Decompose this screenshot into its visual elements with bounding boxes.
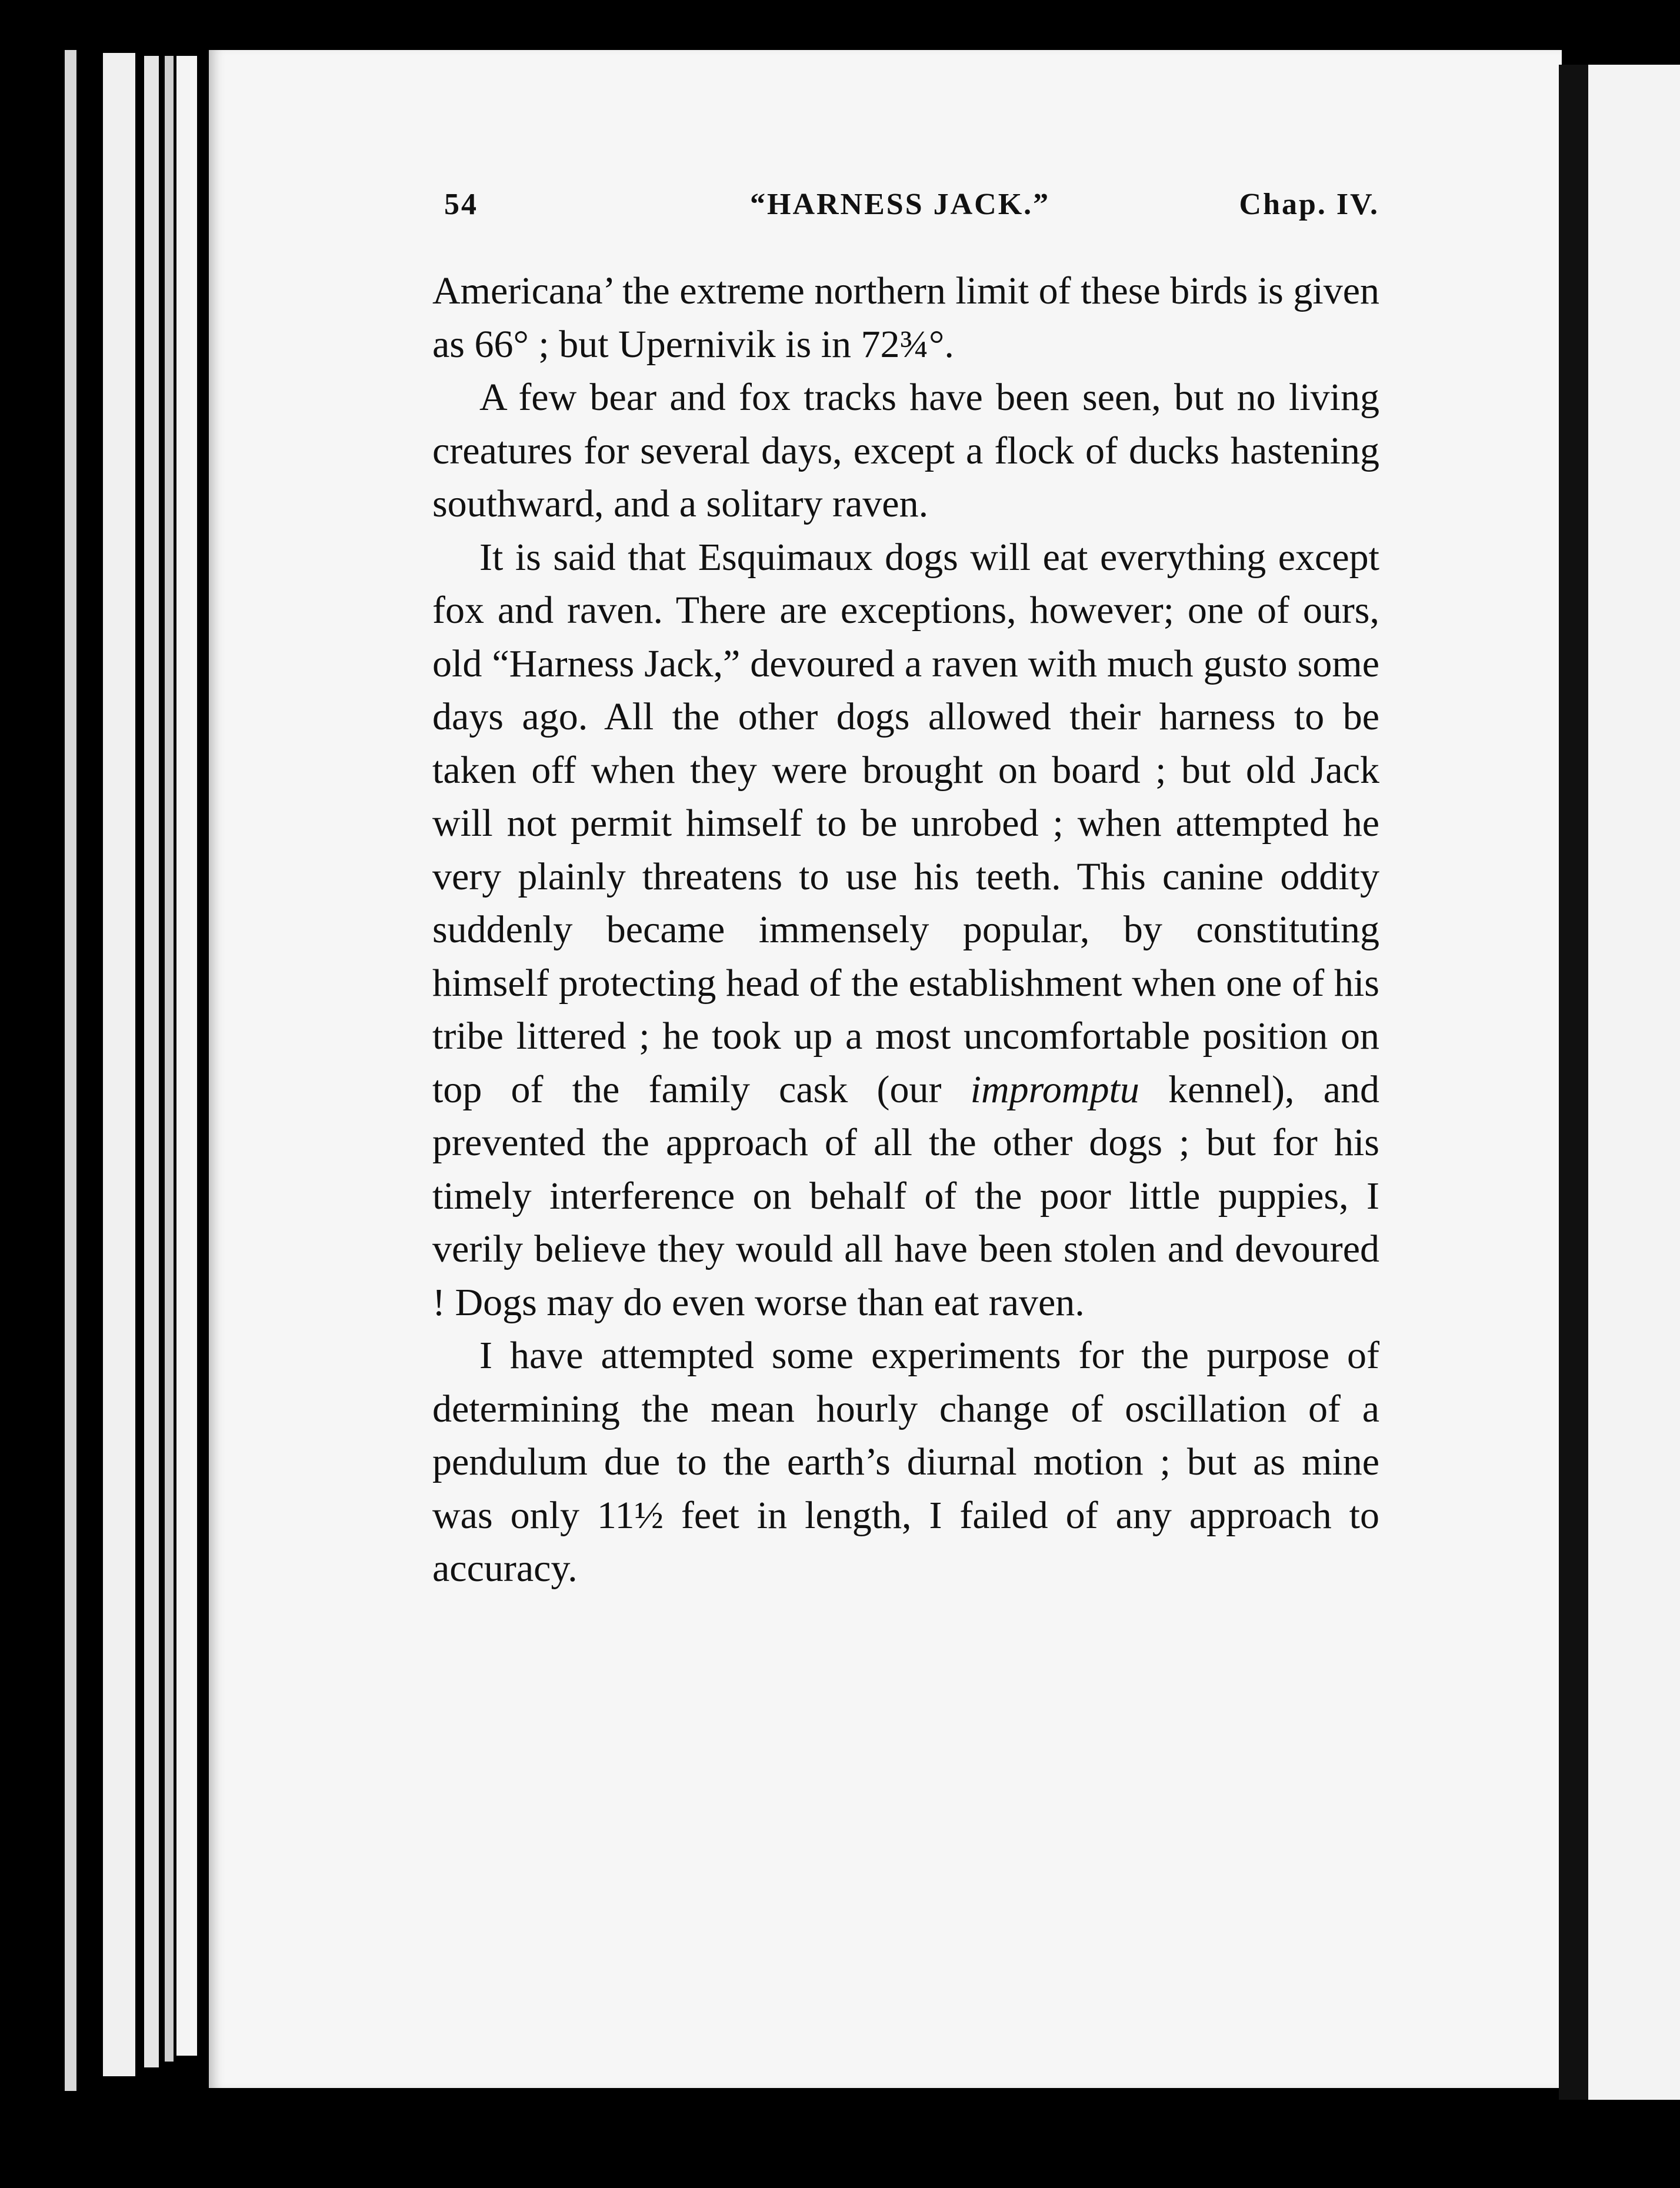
chapter-label: Chap. IV.: [1239, 188, 1379, 221]
page-edge: [65, 50, 76, 2091]
page-edge: [165, 56, 174, 2062]
paragraph: I have attempted some experiments for the purpose of determining the mean hourly change of oscillation of a pendulum due to the earth’s diurnal motion ; but as mine was only 11½ feet in length, I failed of any approach to accuracy.: [432, 1334, 1379, 1590]
italic-word: impromptu: [970, 1068, 1139, 1111]
paragraph-text: It is said that Esquimaux dogs will eat everything except fox and raven. There are exceptions, however; one of ours, old “Harness Jack,” devoured a raven with much gusto some days ago. All the other dogs allowed their harness to be taken off when they were brought on board ; but old Jack will not permit himself to be unrobed ; when attempted he very plainly threatens to use his teeth. This canine oddity suddenly became immensely popular, by constituting himself protecting head of the establishment when one of his tribe littered ; he took up a most uncomfortable position on top of the family cask (our: [432, 535, 1379, 1111]
book-gutter: [1559, 65, 1591, 2100]
paragraph: A few bear and fox tracks have been seen, but no living creatures for several days, except a flock of ducks hastening southward, and a solitary raven.: [432, 376, 1379, 525]
running-head: [444, 187, 1379, 234]
page-edge: [103, 53, 135, 2076]
paragraph: Americana’ the extreme northern limit of these birds is given as 66° ; but Upernivik is in 72¾°.: [432, 269, 1379, 366]
body-text: [432, 265, 1379, 1596]
paragraph-text: kennel), and prevented the approach of all the other dogs ; but for his timely interference on behalf of the poor little puppies, I verily believe they would all have been stolen and devoured ! Dogs may do even worse than eat raven.: [432, 1068, 1379, 1324]
page-number: 54: [444, 188, 478, 221]
page-edge: [144, 56, 159, 2067]
running-title: “HARNESS JACK.”: [750, 188, 1051, 221]
paragraph: [432, 531, 1379, 1330]
facing-page-edge: [1588, 65, 1680, 2100]
page-edge: [176, 56, 197, 2056]
